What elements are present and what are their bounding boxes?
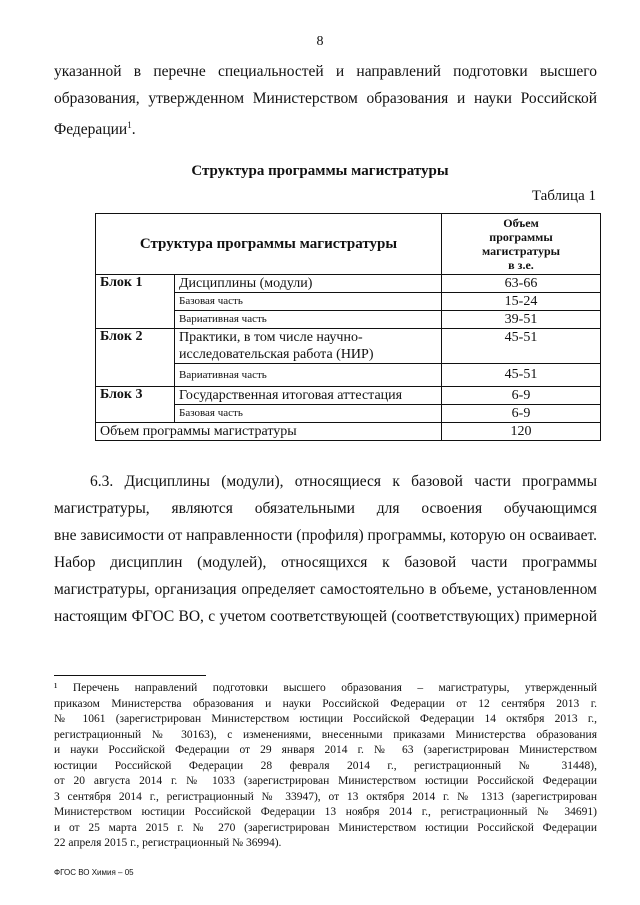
program-structure-table [95, 213, 601, 441]
block2-sub1: Вариативная часть [175, 364, 442, 387]
body-line: магистратуры, организация определяет самостоятельно в объеме, установленном [54, 581, 597, 598]
body-line: вне зависимости от направленности (профиля) программы, которую он осваивает. [54, 527, 597, 544]
intro-line: указанной в перечне специальностей и направлений подготовки высшего [54, 63, 597, 80]
table-title: Структура программы магистратуры [191, 163, 449, 179]
header-volume-line: программы [489, 230, 553, 244]
total-value: 120 [442, 423, 601, 441]
block2-sub1-value: 45-51 [442, 364, 601, 387]
table-label: Таблица 1 [531, 188, 596, 204]
footnote-line: № 1061 (зарегистрирован Министерством юстиции Российской Федерации 14 октября 2013 г., [54, 713, 597, 725]
block3-sub1-value: 6-9 [442, 405, 601, 423]
footnote-separator [54, 675, 206, 676]
footnote-line: приказом Министерства образования и науки Российской Федерации от 12 сентября 2013 г. [54, 697, 597, 710]
header-volume-line: в з.е. [508, 258, 534, 272]
block2-label: Блок 2 [96, 329, 175, 387]
block1-main: Дисциплины (модули) [175, 275, 442, 293]
body-paragraph [54, 468, 597, 630]
block3-main: Государственная итоговая аттестация [175, 387, 442, 405]
block2-main [175, 329, 442, 364]
footnote-line: юстиции Российской Федерации 28 февраля 2014 г., регистрационный № 31448), [54, 759, 597, 772]
body-line: Набор дисциплин (модулей), относящихся к базовой части программы [54, 554, 597, 571]
footnote-line: регистрационный № 30163), с изменениями, внесенными приказами Министерства образования [54, 728, 597, 741]
total-label: Объем программы магистратуры [96, 423, 442, 441]
block1-main-value: 63-66 [442, 275, 601, 293]
block2-main-value: 45-51 [442, 329, 601, 364]
footnote-line: ¹ Перечень направлений подготовки высшего образования – магистратуры, утвержденный [54, 682, 597, 694]
table-header-row [96, 214, 601, 275]
block1-sub1: Базовая часть [175, 293, 442, 311]
footnote-line: и от 25 марта 2015 г. № 270 (зарегистрирован Министерством юстиции Российской Федерации [54, 821, 597, 834]
block3-main-value: 6-9 [442, 387, 601, 405]
block1-sub1-value: 15-24 [442, 293, 601, 311]
block1-label: Блок 1 [96, 275, 175, 329]
footnote-line: 3 сентября 2014 г., регистрационный № 33947), от 13 октября 2014 г. № 1313 (зарегистрирован [54, 790, 597, 803]
header-volume [442, 214, 601, 275]
intro-line: образования, утвержденном Министерством образования и науки Российской [54, 90, 597, 107]
body-line: 6.3. Дисциплины (модули), относящиеся к базовой части программы [90, 473, 597, 490]
footnote-line: Министерством юстиции Российской Федерации 13 ноября 2014 г., регистрационный № 34691) [54, 806, 597, 818]
header-volume-line: магистратуры [482, 244, 560, 258]
footnote-line: от 20 августа 2014 г. № 1033 (зарегистрирован Министерством юстиции Российской Федерации [54, 775, 597, 787]
page-number: 8 [316, 34, 324, 49]
header-volume-line: Объем [503, 216, 539, 230]
intro-line-text: Федерации [54, 121, 128, 139]
body-line: настоящим ФГОС ВО, с учетом соответствующей (соответствующих) примерной [54, 608, 597, 625]
body-line: магистратуры, являются обязательными для освоения обучающимся [54, 500, 597, 517]
block2-main-line: Практики, в том числе научно- [179, 330, 363, 345]
block1-sub2: Вариативная часть [175, 311, 442, 329]
table-row [96, 275, 601, 293]
block2-main-line: исследовательская работа (НИР) [179, 347, 374, 362]
intro-paragraph [54, 58, 597, 143]
header-structure: Структура программы магистратуры [96, 214, 442, 275]
block1-sub2-value: 39-51 [442, 311, 601, 329]
block3-label: Блок 3 [96, 387, 175, 423]
table-row [96, 329, 601, 364]
footnote-line: и науки Российской Федерации от 29 января 2014 г. № 63 (зарегистрирован Министерством [54, 744, 597, 756]
document-footer: ФГОС ВО Химия – 05 [54, 868, 134, 877]
footnote-line: 22 апреля 2015 г., регистрационный № 36994). [54, 837, 282, 849]
block3-sub1: Базовая часть [175, 405, 442, 423]
table-row [96, 387, 601, 405]
table-total-row [96, 423, 601, 441]
footnote [54, 681, 597, 852]
intro-line: Федерации$^1$. [54, 120, 136, 139]
footnote-reference[interactable]: 1 [127, 120, 132, 130]
